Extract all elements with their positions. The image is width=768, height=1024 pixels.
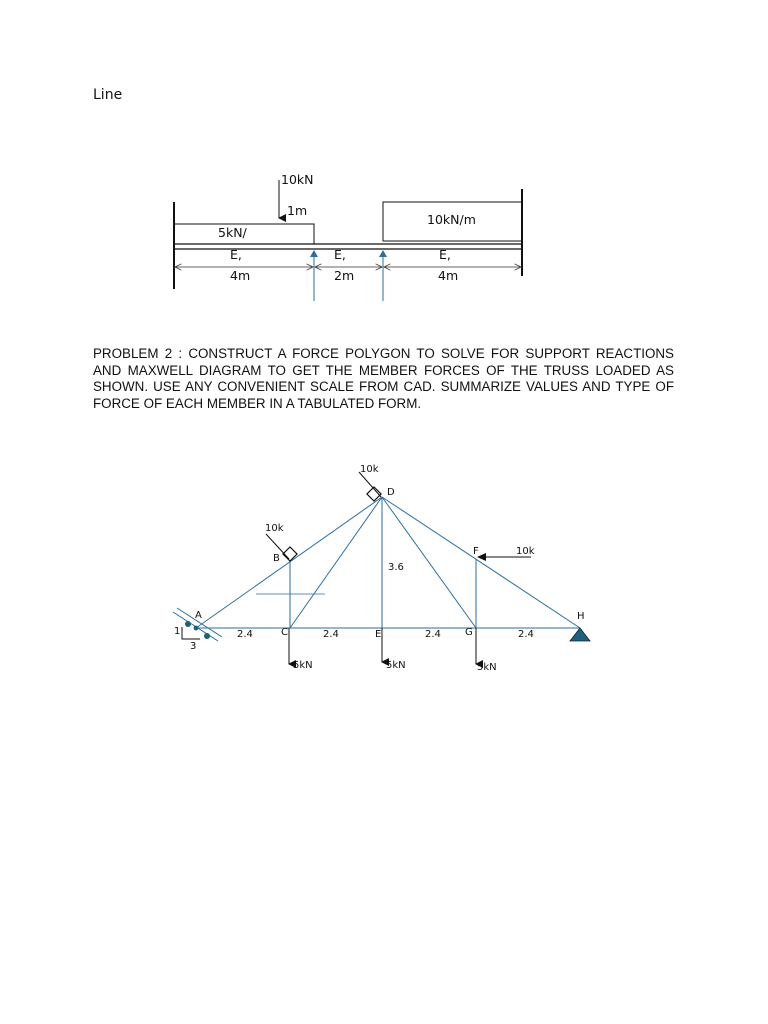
udl-right-label: 10kN/m — [427, 212, 476, 227]
panel-label-4: 2.4 — [518, 629, 534, 640]
span-label-2: 2m — [334, 268, 355, 283]
node-A: A — [195, 610, 202, 621]
slope-rise: 1 — [174, 626, 181, 637]
panel-label-2: 2.4 — [323, 629, 339, 640]
node-D: D — [387, 487, 395, 498]
height-label: 3.6 — [388, 562, 404, 573]
node-H: H — [577, 611, 585, 622]
load-10k-D — [359, 472, 381, 501]
bottom-load-label-E: 5kN — [386, 660, 406, 671]
node-B: B — [273, 553, 280, 564]
load-10k-B — [266, 534, 297, 561]
node-F: F — [473, 546, 479, 557]
top-chord-left — [196, 497, 382, 628]
top-chord-right — [382, 497, 580, 628]
span-label-1: 4m — [230, 268, 251, 283]
panel-label-1: 2.4 — [237, 629, 253, 640]
span-label-3: 4m — [438, 268, 459, 283]
ei-label-1: E, — [230, 247, 242, 262]
pin-support-H — [570, 628, 590, 641]
load-label-F: 10k — [516, 546, 535, 557]
ei-label-3: E, — [439, 247, 451, 262]
node-C: C — [281, 627, 288, 638]
page-heading: Line — [93, 87, 123, 103]
load-label-B: 10k — [265, 523, 284, 534]
bottom-load-label-G: 5kN — [477, 662, 497, 673]
point-load-offset: 1m — [287, 203, 308, 218]
ei-label-2: E, — [334, 247, 346, 262]
node-E: E — [375, 629, 382, 640]
node-G: G — [465, 627, 473, 638]
point-load-label: 10kN — [281, 172, 314, 187]
udl-left-label: 5kN/ — [218, 225, 247, 240]
panel-label-3: 2.4 — [425, 629, 441, 640]
slope-run: 3 — [190, 641, 197, 652]
problem-statement: PROBLEM 2 : CONSTRUCT A FORCE POLYGON TO SOLVE FOR SUPPORT REACTIONS AND MAXWELL DIAGRAM TO GET THE MEMBER FORCES OF THE TRUSS LOADED AS SHOWN. USE ANY CONVENIENT SCALE FROM CAD. SUMMARIZE VALUES AND TYPE OF FORCE OF EACH MEMBER IN A TABULATED FORM. — [93, 346, 674, 411]
bottom-load-label-C: 5kN — [293, 660, 313, 671]
member-CD — [290, 497, 382, 628]
load-label-D: 10k — [360, 464, 379, 475]
